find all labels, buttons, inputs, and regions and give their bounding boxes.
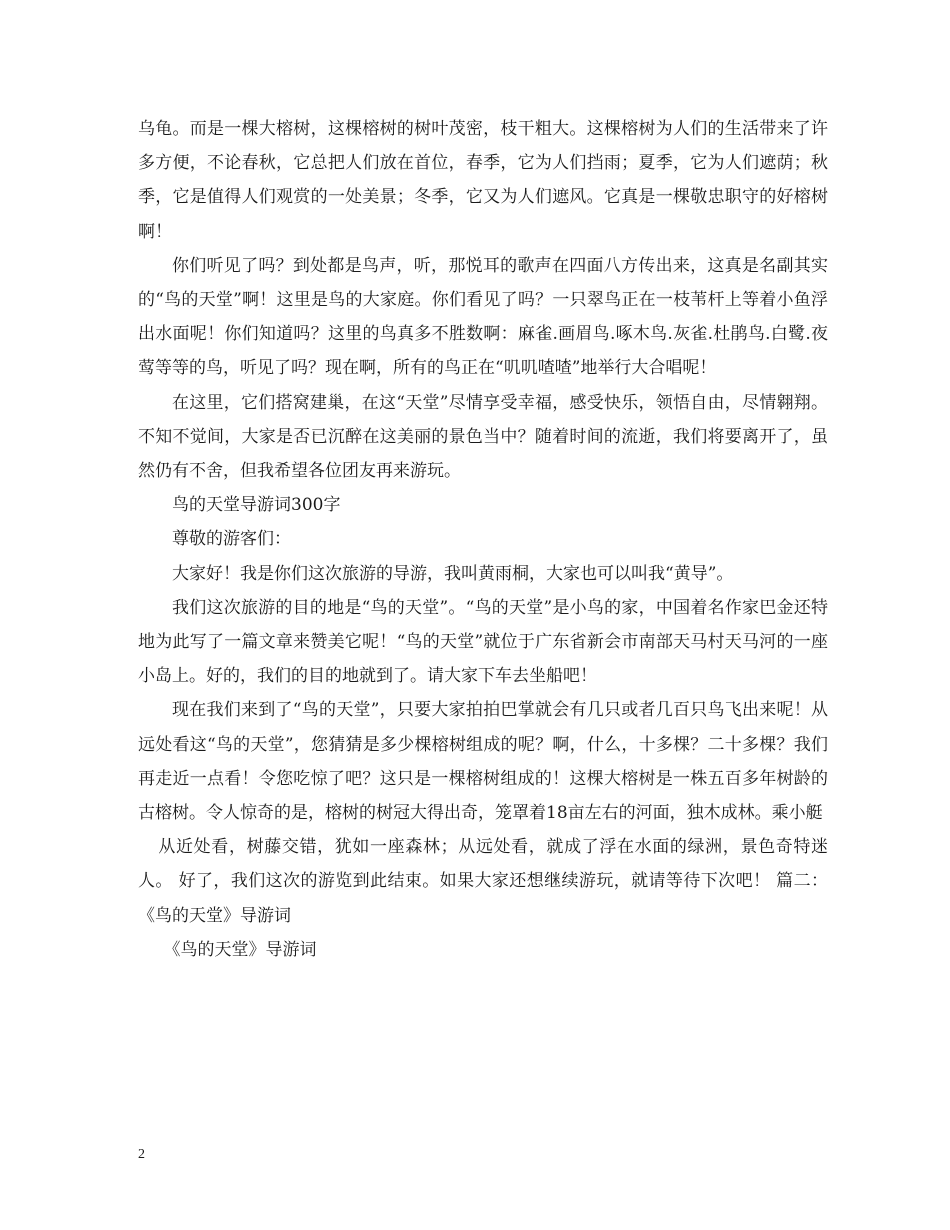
page-number: 2 (138, 1147, 145, 1162)
document-body (138, 112, 828, 967)
paragraph-destination: 我们这次旅游的目的地是“鸟的天堂”。“鸟的天堂”是小鸟的家，中国着名作家巴金还特地为此写了一篇文章来赞美它呢！“鸟的天堂”就位于广东省新会市南部天马村天马河的一座小岛上。好的，我们的目的地就到了。请大家下车去坐船吧！ (138, 597, 828, 687)
paragraph-arrival: 现在我们来到了“鸟的天堂”，只要大家拍拍巴掌就会有几只或者几百只鸟飞出来呢！从远处看这“鸟的天堂”，您猜猜是多少棵榕树组成的呢？啊，什么，十多棵？二十多棵？我们再走近一点看！令您吃惊了吧？这只是一棵榕树组成的！这棵大榕树是一株五百多年树龄的古榕树。令人惊奇的是，榕树的树冠大得出奇，笼罩着18亩左右的河面，独木成林。乘小艇 (138, 700, 828, 824)
paragraph-banyan-tree: 乌龟。而是一棵大榕树，这棵榕树的树叶茂密，枝干粗大。这棵榕树为人们的生活带来了许多方便，不论春秋，它总把人们放在首位，春季，它为人们挡雨；夏季，它为人们遮荫；秋季，它是值得人们观赏的一处美景；冬季，它又为人们遮风。它真是一棵敬忠职守的好榕树啊！ (138, 119, 828, 242)
greeting: 尊敬的游客们： (172, 529, 291, 550)
paragraph-bird-sounds: 你们听见了吗？到处都是鸟声，听，那悦耳的歌声在四面八方传出来，这真是名副其实的“鸟的天堂”啊！这里是鸟的大家庭。你们看见了吗？一只翠鸟正在一枝苇杆上等着小鱼浮出水面呢！你们知道吗？这里的鸟真多不胜数啊：麻雀.画眉鸟.啄木鸟.灰雀.杜鹃鸟.白鹭.夜莺等等的鸟，听见了吗？现在啊，所有的鸟正在“叽叽喳喳”地举行大合唱呢！ (138, 255, 828, 379)
paragraph-closing: 从近处看，树藤交错，犹如一座森林；从远处看，就成了浮在水面的绿洲，景色奇特迷人。 好了，我们这次的游览到此结束。如果大家还想继续游玩，就请等待下次吧！ 篇二：《鸟的天堂》导游词 (138, 837, 828, 926)
paragraph-introduction: 大家好！我是你们这次旅游的导游，我叫黄雨桐，大家也可以叫我“黄导”。 (172, 563, 734, 584)
chapter-title: 《鸟的天堂》导游词 (163, 939, 317, 960)
section-heading: 鸟的天堂导游词300字 (172, 495, 341, 516)
paragraph-nesting: 在这里，它们搭窝建巢，在这“天堂”尽情享受幸福，感受快乐，领悟自由，尽情翱翔。 不知不觉间，大家是否已沉醉在这美丽的景色当中？随着时间的流逝，我们将要离开了，虽然仍有不舍，但我希望各位团友再来游玩。 (138, 392, 828, 482)
